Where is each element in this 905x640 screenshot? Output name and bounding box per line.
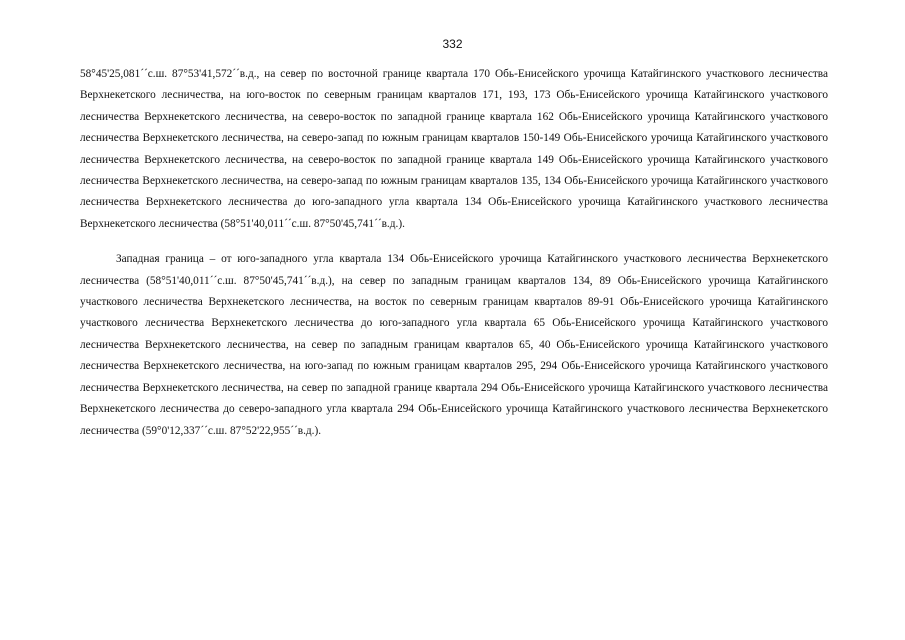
document-body <box>80 64 828 442</box>
page-number: 332 <box>442 37 463 51</box>
paragraph-boundary-continuation: 58°45'25,081´´с.ш. 87°53'41,572´´в.д., на север по восточной границе квартала 170 Обь-Енисейского урочища Катайгинского участкового лесничества Верхнекетского лесничества, на юго-восток по северным границам кварталов 171, 193, 173 Обь-Енисейского урочища Катайгинского участкового лесничества Верхнекетского лесничества, на северо-восток по западной границе квартала 162 Обь-Енисейского урочища Катайгинского участкового лесничества Верхнекетского лесничества, на северо-запад по южным границам кварталов 150-149 Обь-Енисейского урочища Катайгинского участкового лесничества Верхнекетского лесничества, на северо-восток по западной границе квартала 149 Обь-Енисейского урочища Катайгинского участкового лесничества Верхнекетского лесничества, на северо-запад по южным границам кварталов 135, 134 Обь-Енисейского урочища Катайгинского участкового лесничества Верхнекетского лесничества до юго-западного угла квартала 134 Обь-Енисейского урочища Катайгинского участкового лесничества Верхнекетского лесничества (58°51'40,011´´с.ш. 87°50'45,741´´в.д.). <box>80 68 828 230</box>
paragraph-western-boundary: Западная граница – от юго-западного угла квартала 134 Обь-Енисейского урочища Катайгинского участкового лесничества Верхнекетского лесничества (58°51'40,011´´с.ш. 87°50'45,741´´в.д.), на север по западным границам кварталов 134, 89 Обь-Енисейского урочища Катайгинского участкового лесничества Верхнекетского лесничества, на восток по северным границам кварталов 89-91 Обь-Енисейского урочища Катайгинского участкового лесничества Верхнекетского лесничества до юго-западного угла квартала 65 Обь-Енисейского урочища Катайгинского участкового лесничества Верхнекетского лесничества, на север по западным границам кварталов 65, 40 Обь-Енисейского урочища Катайгинского участкового лесничества Верхнекетского лесничества, на юго-запад по южным границам кварталов 295, 294 Обь-Енисейского урочища Катайгинского участкового лесничества Верхнекетского лесничества, на север по западной границе квартала 294 Обь-Енисейского урочища Катайгинского участкового лесничества Верхнекетского лесничества до северо-западного угла квартала 294 Обь-Енисейского урочища Катайгинского участкового лесничества Верхнекетского лесничества (59°0'12,337´´с.ш. 87°52'22,955´´в.д.). <box>80 253 828 437</box>
